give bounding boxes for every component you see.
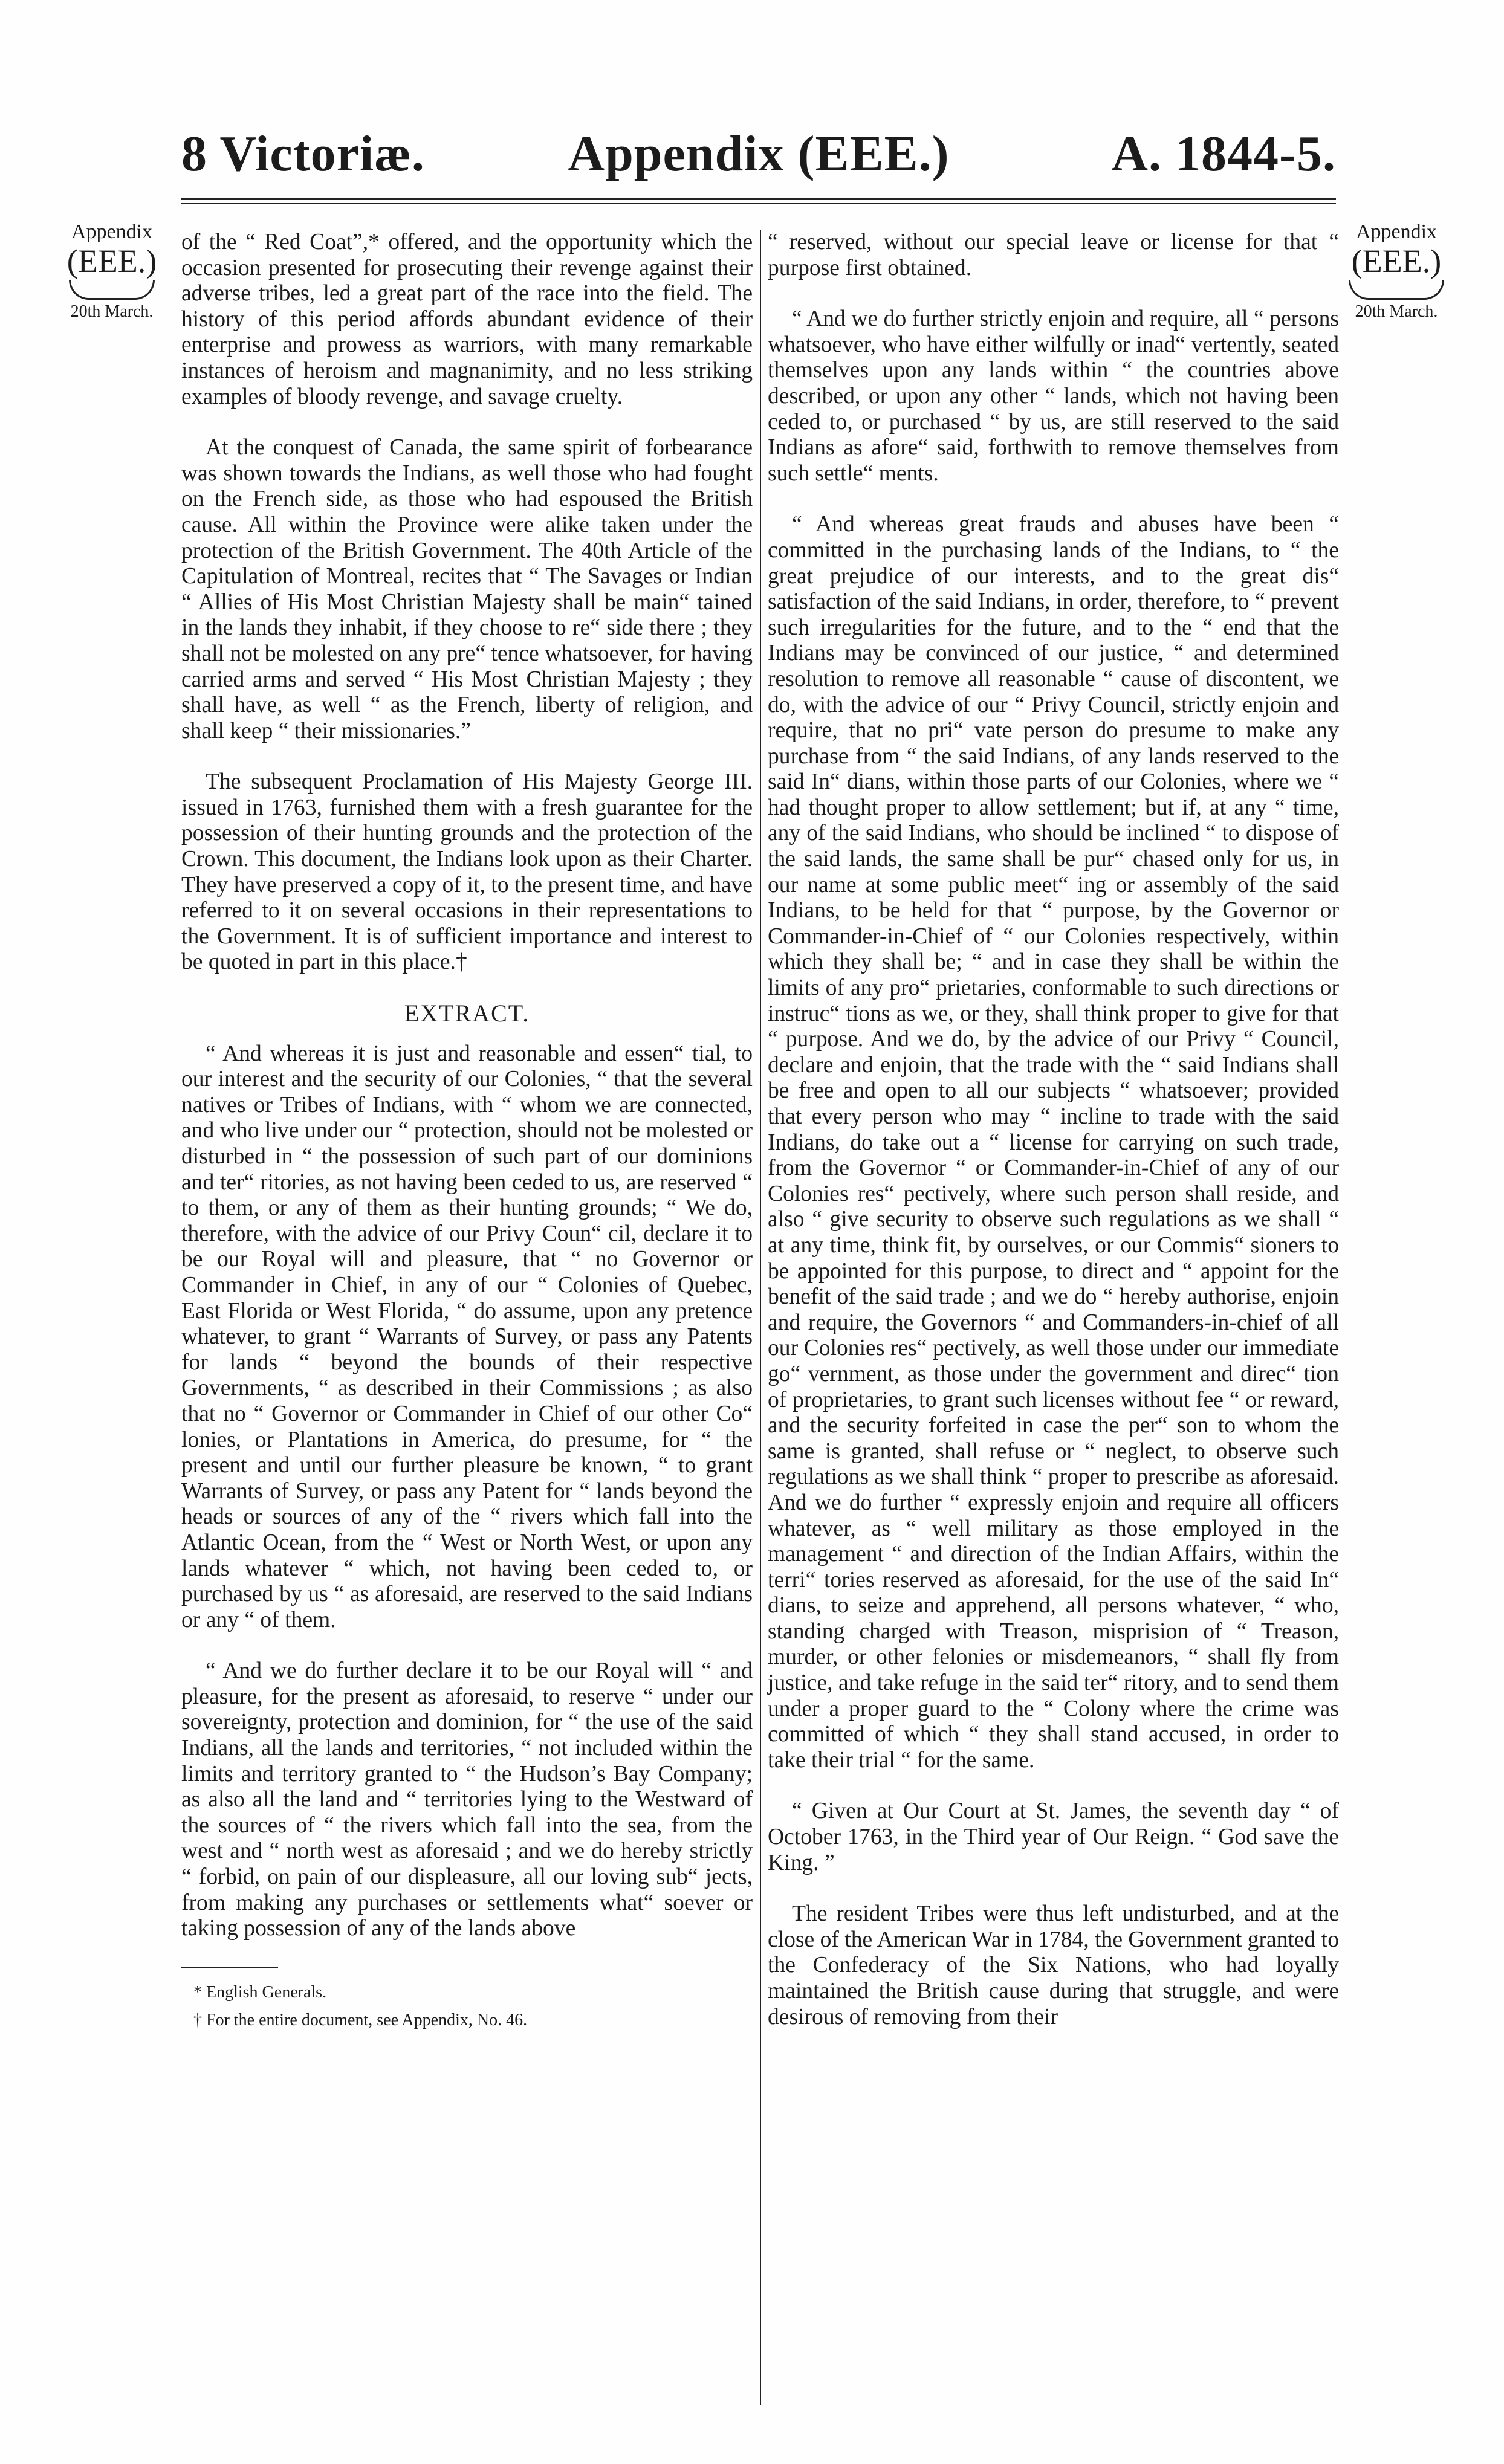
extract-heading: EXTRACT. (404, 1000, 530, 1027)
quoted-paragraph: “ reserved, without our special leave or license for that “ purpose first obtained. (768, 230, 1339, 280)
paragraph: At the conquest of Canada, the same spirit of forbearance was shown towards the Indians, as well those who had fought on the French side, as those who had espoused the British cause. All within the Province were alike taken under the protection of the British Government. The 40th Article of the Capitulation of Montreal, recites that “ The Savages or Indian “ Allies of His Most Christian Majesty shall be main“ tained in the lands they inhabit, if they choose to re“ side there ; they shall not be molested on any pre“ tence whatsoever, for having carried arms and served “ His Most Christian Majesty ; they shall have, as well “ as the French, liberty of religion, and shall keep “ their missionaries.” (181, 435, 753, 743)
quoted-paragraph: “ And whereas it is just and reasonable and essen“ tial, to our interest and the security of our Colonies, “ that the several natives or Tribes of Indians, with “ whom we are connected, and who live under our “ protection, should not be molested or disturbed in “ the possession of such part of our dominions and ter“ ritories, as not having been ceded to us, are reserved “ to them, or any of them as their hunting grounds; “ We do, therefore, with the advice of our Privy Coun“ cil, declare it to be our Royal will and pleasure, that “ no Governor or Commander in Chief, in any of our “ Colonies of Quebec, East Florida or West Florida, “ do assume, upon any pretence whatever, to grant “ Warrants of Survey, or pass any Patents for lands “ beyond the bounds of their respective Governments, “ as described in their Commissions ; as also that no “ Governor or Commander in Chief of our other Co“ lonies, or Plantations in America, do presume, for “ the present and until our further pleasure be known, “ to grant Warrants of Survey, or pass any Patent for “ lands beyond the heads or sources of any of the “ rivers which fall into the Atlantic Ocean, from the “ West or North West, or upon any lands whatever “ which, not having been ceded to, or purchased by us “ as aforesaid, are reserved to the said Indians or any “ of them. (181, 1041, 753, 1632)
left-margin-note (60, 221, 163, 322)
paragraph: The subsequent Proclamation of His Majesty George III. issued in 1763, furnished them with a fresh guarantee for the possession of their hunting grounds and the protection of the Crown. This document, the Indians look upon as their Charter. They have preserved a copy of it, to the present time, and have referred to it on several occasions in their representations to the Government. It is of sufficient importance and interest to be quoted in part in this place.† (181, 769, 753, 975)
margin-date: 20th March. (1355, 302, 1438, 321)
page-header (181, 121, 1336, 187)
header-center-title: Appendix (EEE.) (568, 126, 950, 182)
margin-date: 20th March. (70, 302, 154, 321)
margin-title: Appendix (1355, 221, 1438, 243)
brace-decoration (1349, 280, 1444, 300)
margin-code: (EEE.) (1351, 243, 1442, 279)
brace-decoration (69, 280, 155, 300)
quoted-paragraph: “ Given at Our Court at St. James, the seventh day “ of October 1763, in the Third year of Our Reign. “ God save the King. ” (768, 1799, 1339, 1875)
header-rule-top (181, 198, 1336, 200)
footnote: † For the entire document, see Appendix, No. 46. (193, 2010, 528, 2029)
quoted-paragraph: “ And we do further declare it to be our Royal will “ and pleasure, for the present as aforesaid, to reserve “ under our sovereignty, protection and dominion, for “ the use of the said Indians, all the lands and territories, “ not included within the limits and territory granted to “ the Hudson’s Bay Company; as also all the land and “ territories lying to the Westward of the sources of “ the rivers which fall into the sea, from the west and “ north west as aforesaid ; and we do hereby strictly “ forbid, on pain of our displeasure, all our loving sub“ jects, from making any purchases or settlements what“ soever or taking possession of any of the lands above (181, 1658, 753, 1941)
paragraph: The resident Tribes were thus left undisturbed, and at the close of the American War in 1784, the Government granted to the Confederacy of the Six Nations, who had loyally maintained the British cause during that struggle, and were desirous of removing from their (768, 1901, 1339, 2029)
right-margin-note (1339, 221, 1454, 322)
left-column (181, 230, 753, 2405)
margin-title: Appendix (71, 221, 153, 243)
margin-code: (EEE.) (66, 243, 157, 279)
quoted-paragraph: “ And whereas great frauds and abuses have been “ committed in the purchasing lands of the Indians, to “ the great prejudice of our interests, and to the great dis“ satisfaction of the said Indians, in order, therefore, to “ prevent such irregularities for the future, and to the “ end that the Indians may be convinced of our justice, “ and determined resolution to remove all reasonable “ cause of discontent, we do, with the advice of our “ Privy Council, strictly enjoin and require, that no pri“ vate person do presume to make any purchase from “ the said Indians, of any lands reserved to the said In“ dians, within those parts of our Colonies, where we “ had thought proper to allow settlement; but if, at any “ time, any of the said Indians, who should be inclined “ to dispose of the said lands, the same shall be pur“ chased only for us, in our name at some public meet“ ing or assembly of the said Indians, to be held for that “ purpose, by the Governor or Commander-in-Chief of “ our Colonies respectively, within which they shall be; “ and in case they shall be within the limits of any pro“ prietaries, conformable to such directions or instruc“ tions as we, or they, shall think proper to give for that “ purpose. And we do, by the advice of our Privy “ Council, declare and enjoin, that the trade with the “ said Indians shall be free and open to all our subjects “ whatsoever; provided that every person who may “ incline to trade with the said Indians, do take out a “ license for carrying on such trade, from the Governor “ or Commander-in-Chief of any of our Colonies res“ pectively, where such person shall reside, and also “ give security to observe such regulations as we shall “ at any time, think fit, by ourselves, or our Commis“ sioners to be appointed for this purpose, to direct and “ appoint for the benefit of the said trade ; and we do “ hereby authorise, enjoin and require, the Governors “ and Commanders-in-chief of all our Colonies res“ pectively, as well those under our immediate go“ vernment, as those under the government and direc“ tion of proprietaries, to grant such licenses without fee “ or reward, and the security forfeited in case the per“ son to whom the same is granted, shall refuse or “ neglect, to observe such regulations as we shall think “ proper to prescribe as aforesaid. And we do further “ expressly enjoin and require all officers whatever, as “ well military as those employed in the management “ and direction of the Indian Affairs, within the terri“ tories reserved as aforesaid, for the use of the said In“ dians, to seize and apprehend, all persons whatever, “ who, standing charged with Treason, misprision of “ Treason, murder, or other felonies or misdemeanors, “ shall fly from justice, and take refuge in the said ter“ ritory, and to send them under a proper guard to the “ Colony where the crime was committed of which “ they shall stand accused, in order to take their trial “ for the same. (768, 512, 1339, 1773)
right-column (768, 230, 1339, 2405)
column-divider (760, 230, 761, 2405)
footnotes (181, 1981, 753, 2032)
footnote: * English Generals. (193, 1982, 327, 2002)
header-right-title: A. 1844-5. (1111, 126, 1336, 182)
paragraph: of the “ Red Coat”,* offered, and the opportunity which the occasion presented for prosecuting their revenge against their adverse tribes, led a great part of the race into the field. The history of this period affords abundant evidence of their enterprise and prowess as warriors, with many remarkable instances of heroism and magnanimity, and no less striking examples of bloody revenge, and savage cruelty. (181, 230, 753, 409)
footnote-rule (181, 1967, 278, 1968)
header-left-title: 8 Victoriæ. (181, 126, 425, 182)
quoted-paragraph: “ And we do further strictly enjoin and require, all “ persons whatsoever, who have either wilfully or inad“ vertently, seated themselves upon any lands within “ the countries above described, or upon any other “ lands, which not having been ceded to, or purchased “ by us, are still reserved to the said Indians as afore“ said, forthwith to remove themselves from such settle“ ments. (768, 306, 1339, 486)
header-rule-bottom (181, 203, 1336, 204)
